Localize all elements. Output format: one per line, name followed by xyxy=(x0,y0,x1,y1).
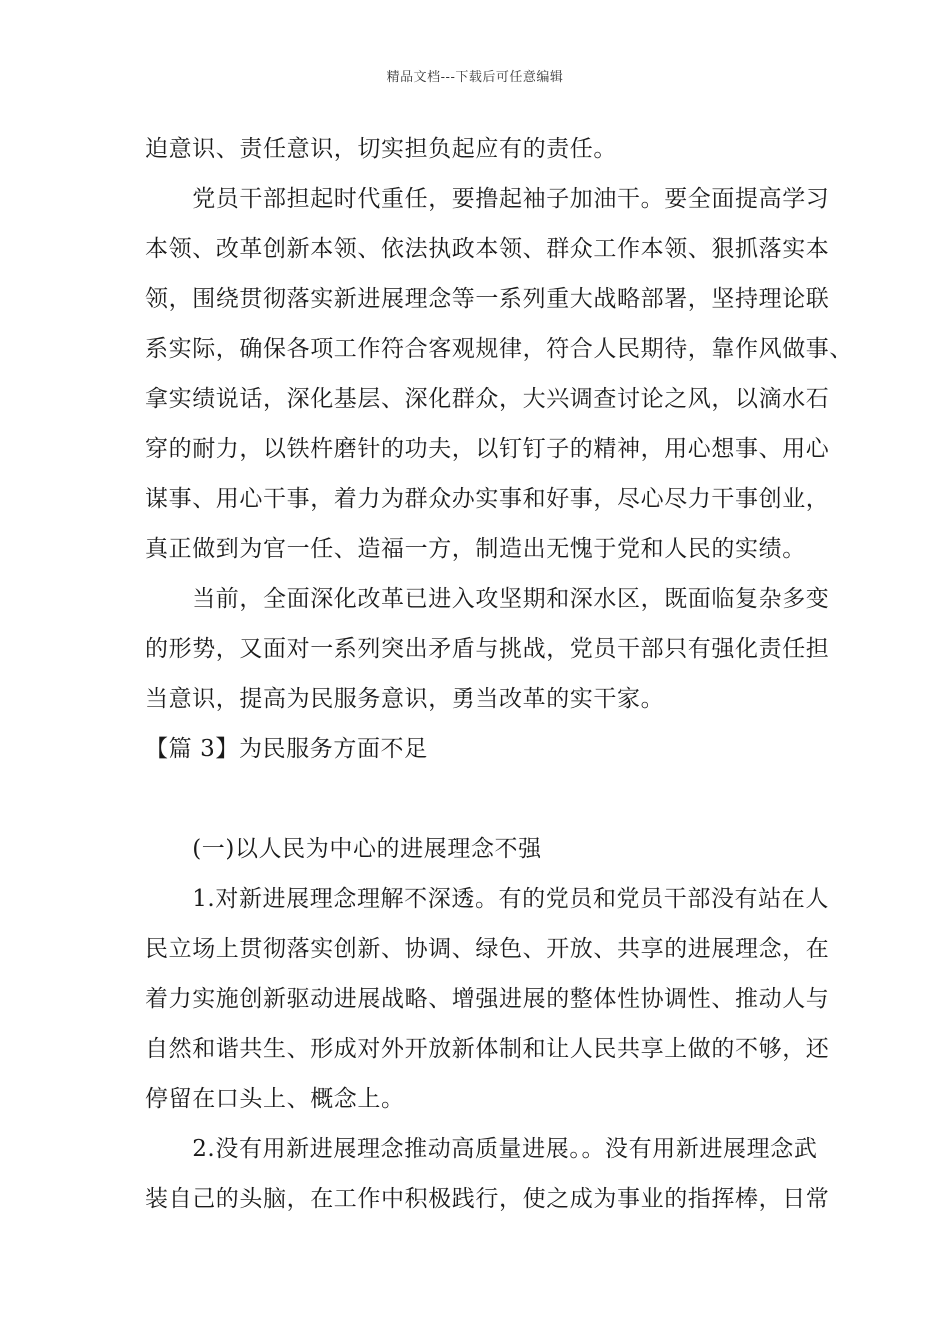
text-line: 着力实施创新驱动进展战略、增强进展的整体性协调性、推动人与 xyxy=(145,986,830,1012)
text-line: 系实际，确保各项工作符合客观规律，符合人民期待，靠作风做事、 xyxy=(145,336,853,362)
text-line: 领，围绕贯彻落实新进展理念等一系列重大战略部署，坚持理论联 xyxy=(145,286,830,312)
text-line: 的形势，又面对一系列突出矛盾与挑战，党员干部只有强化责任担 xyxy=(145,636,830,662)
text-line: 本领、改革创新本领、依法执政本领、群众工作本领、狠抓落实本 xyxy=(145,236,830,262)
text-line: 谋事、用心干事，着力为群众办实事和好事，尽心尽力干事创业， xyxy=(145,486,830,512)
text-line: 装自己的头脑，在工作中积极践行，使之成为事业的指挥棒，日常 xyxy=(145,1186,830,1212)
subsection-heading: (一)以人民为中心的进展理念不强 xyxy=(145,836,542,862)
text-line: 当前，全面深化改革已进入攻坚期和深水区，既面临复杂多变 xyxy=(145,586,830,612)
text-line: 真正做到为官一任、造福一方，制造出无愧于党和人民的实绩。 xyxy=(145,536,806,562)
text-line: 党员干部担起时代重任，要撸起袖子加油干。要全面提高学习 xyxy=(145,186,830,212)
text-line: 迫意识、责任意识，切实担负起应有的责任。 xyxy=(145,136,617,162)
text-line: 2.没有用新进展理念推动高质量进展。。没有用新进展理念武 xyxy=(145,1136,818,1162)
page-header: 精品文档---下载后可任意编辑 xyxy=(386,70,564,85)
text-line: 自然和谐共生、形成对外开放新体制和让人民共享上做的不够，还 xyxy=(145,1036,830,1062)
text-line: 民立场上贯彻落实创新、协调、绿色、开放、共享的进展理念，在 xyxy=(145,936,830,962)
text-line: 当意识，提高为民服务意识，勇当改革的实干家。 xyxy=(145,686,665,712)
text-line: 1.对新进展理念理解不深透。有的党员和党员干部没有站在人 xyxy=(145,886,829,912)
text-line: 穿的耐力，以铁杵磨针的功夫，以钉钉子的精神，用心想事、用心 xyxy=(145,436,830,462)
section-heading: 【篇 3】为民服务方面不足 xyxy=(145,736,428,762)
text-line: 停留在口头上、概念上。 xyxy=(145,1086,405,1112)
text-line: 拿实绩说话，深化基层、深化群众，大兴调查讨论之风，以滴水石 xyxy=(145,386,830,412)
